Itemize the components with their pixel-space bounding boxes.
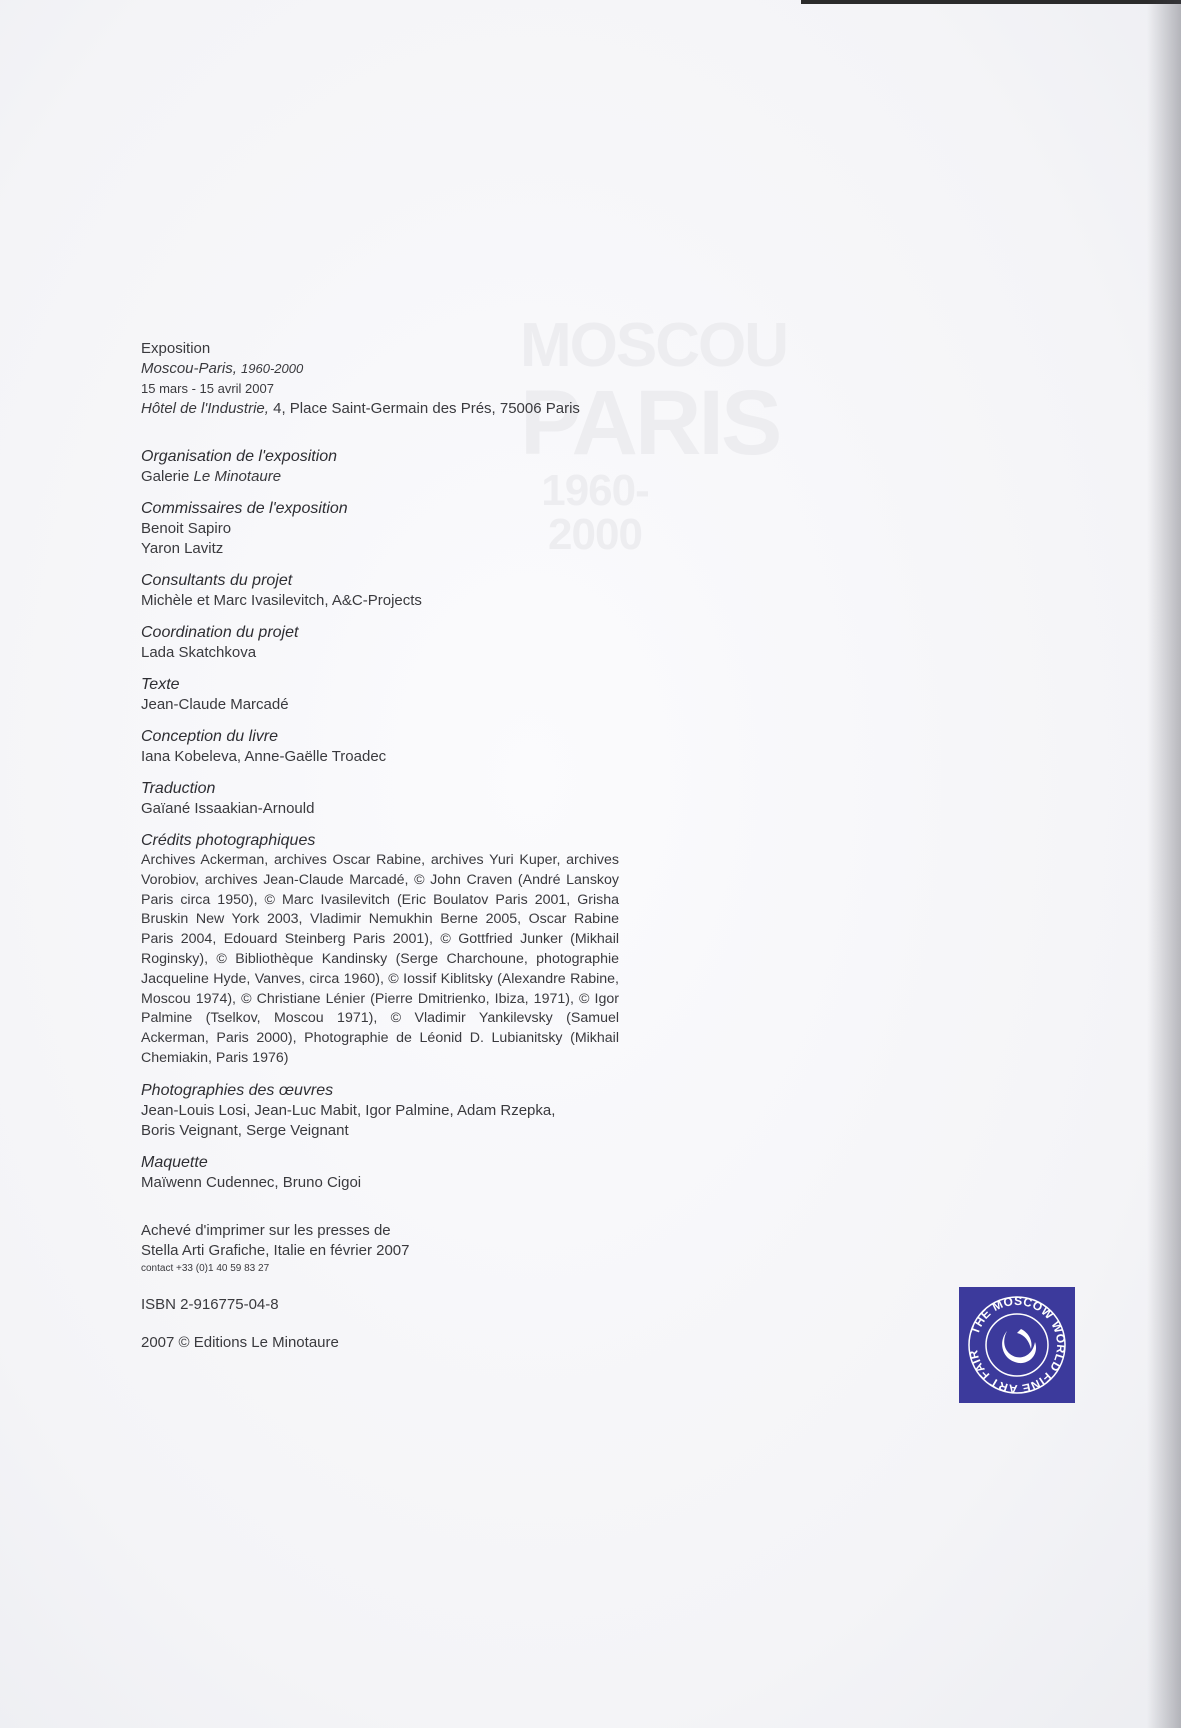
exhibition-dates: 15 mars - 15 avril 2007 xyxy=(141,381,274,396)
printer-info xyxy=(141,1221,619,1277)
watermark-line-3: 1960-2000 xyxy=(541,466,649,559)
section-title: Conception du livre xyxy=(141,728,278,745)
section-title: Texte xyxy=(141,676,180,693)
fair-logo-icon xyxy=(959,1287,1075,1403)
section-title: Organisation de l'exposition xyxy=(141,448,338,465)
exposition-label: Exposition xyxy=(141,340,211,357)
printer-line: Stella Arti Grafiche, Italie en février 2007 xyxy=(141,1241,410,1259)
exhibition-title-text: Moscou-Paris, xyxy=(141,360,237,377)
section-coordination xyxy=(141,623,619,663)
section-text: Jean-Claude Marcadé xyxy=(141,696,289,713)
venue-name: Hôtel de l'Industrie, xyxy=(141,400,269,417)
watermark-line-2: PARIS xyxy=(520,372,780,474)
credits-text: Archives Ackerman, archives Oscar Rabine, archives Yuri Kuper, archives Vorobiov, archives Jean-Claude Marcadé, © John Craven (André Lanskoy Paris circa 1950), © Marc Ivasilevitch (Eric Boulatov Paris 2001, Grisha Bruskin New York 2003, Vladimir Nemukhin Berne 2005, Oscar Rabine Paris 2004, Edouard Steinberg Paris 2001), © Gottfried Junker (Mikhail Roginsky), © Bibliothèque Kandinsky (Serge Charchoune, photographie Jacqueline Hyde, Vanves, circa 1960), © Iossif Kiblitsky (Alexandre Rabine, Moscou 1974), © Christiane Lénier (Pierre Dmitrienko, Ibiza, 1971), © Igor Palmine (Tselkov, Moscou 1971), © Vladimir Yankilevsky (Samuel Ackerman, Paris 2000), Photographie de Léonid D. Lubianitsky (Mikhail Chemiakin, Paris 1976) xyxy=(141,852,619,1066)
page-edge-shadow xyxy=(1147,0,1181,1728)
section-text: Jean-Louis Losi, Jean-Luc Mabit, Igor Palmine, Adam Rzepka, xyxy=(141,1101,556,1119)
section-organisation xyxy=(141,447,619,487)
section-title: Commissaires de l'exposition xyxy=(141,500,348,517)
section-conception xyxy=(141,727,619,767)
section-text: Maïwenn Cudennec, Bruno Cigoi xyxy=(141,1173,362,1191)
section-title: Consultants du projet xyxy=(141,572,293,589)
exhibition-venue xyxy=(141,399,619,419)
section-texte xyxy=(141,675,619,715)
section-text xyxy=(141,467,619,487)
watermark-line-1: MOSCOU xyxy=(520,311,787,380)
section-title: Maquette xyxy=(141,1153,208,1171)
section-text: Lada Skatchkova xyxy=(141,644,257,661)
section-text: Boris Veignant, Serge Veignant xyxy=(141,1121,349,1139)
section-text: Gaïané Issaakian-Arnould xyxy=(141,800,315,817)
commissaire-name: Yaron Lavitz xyxy=(141,540,224,557)
exhibition-years: 1960-2000 xyxy=(241,361,304,376)
section-title: Crédits photographiques xyxy=(141,832,316,849)
section-title: Coordination du projet xyxy=(141,624,299,641)
isbn: ISBN 2-916775-04-8 xyxy=(141,1295,279,1313)
exhibition-title xyxy=(141,359,619,379)
section-text: Michèle et Marc Ivasilevitch, A&C-Projects xyxy=(141,592,422,609)
contact-line: contact +33 (0)1 40 59 83 27 xyxy=(141,1262,270,1274)
commissaire-name: Benoit Sapiro xyxy=(141,520,232,537)
section-title: Photographies des œuvres xyxy=(141,1081,334,1099)
gallery-prefix: Galerie xyxy=(141,468,190,485)
section-text: Iana Kobeleva, Anne-Gaëlle Troadec xyxy=(141,748,387,765)
section-consultants xyxy=(141,571,619,611)
logo-ring-text: THE MOSCOW WORLD FINE ART FAIR xyxy=(966,1293,1069,1397)
page-top-edge xyxy=(801,0,1181,4)
section-title: Traduction xyxy=(141,780,216,797)
section-credits xyxy=(141,831,619,1069)
printer-line: Achevé d'imprimer sur les presses de xyxy=(141,1221,391,1239)
svg-text:THE MOSCOW WORLD FINE ART FAIR xyxy=(966,1294,1068,1396)
venue-address: 4, Place Saint-Germain des Prés, 75006 Paris xyxy=(273,400,580,417)
section-maquette xyxy=(141,1153,619,1193)
fair-logo xyxy=(959,1287,1075,1403)
section-photographies xyxy=(141,1081,619,1141)
section-traduction xyxy=(141,779,619,819)
section-commissaires xyxy=(141,499,619,559)
copyright: 2007 © Editions Le Minotaure xyxy=(141,1333,339,1351)
gallery-name: Le Minotaure xyxy=(193,468,282,485)
colophon-column xyxy=(141,339,619,1353)
